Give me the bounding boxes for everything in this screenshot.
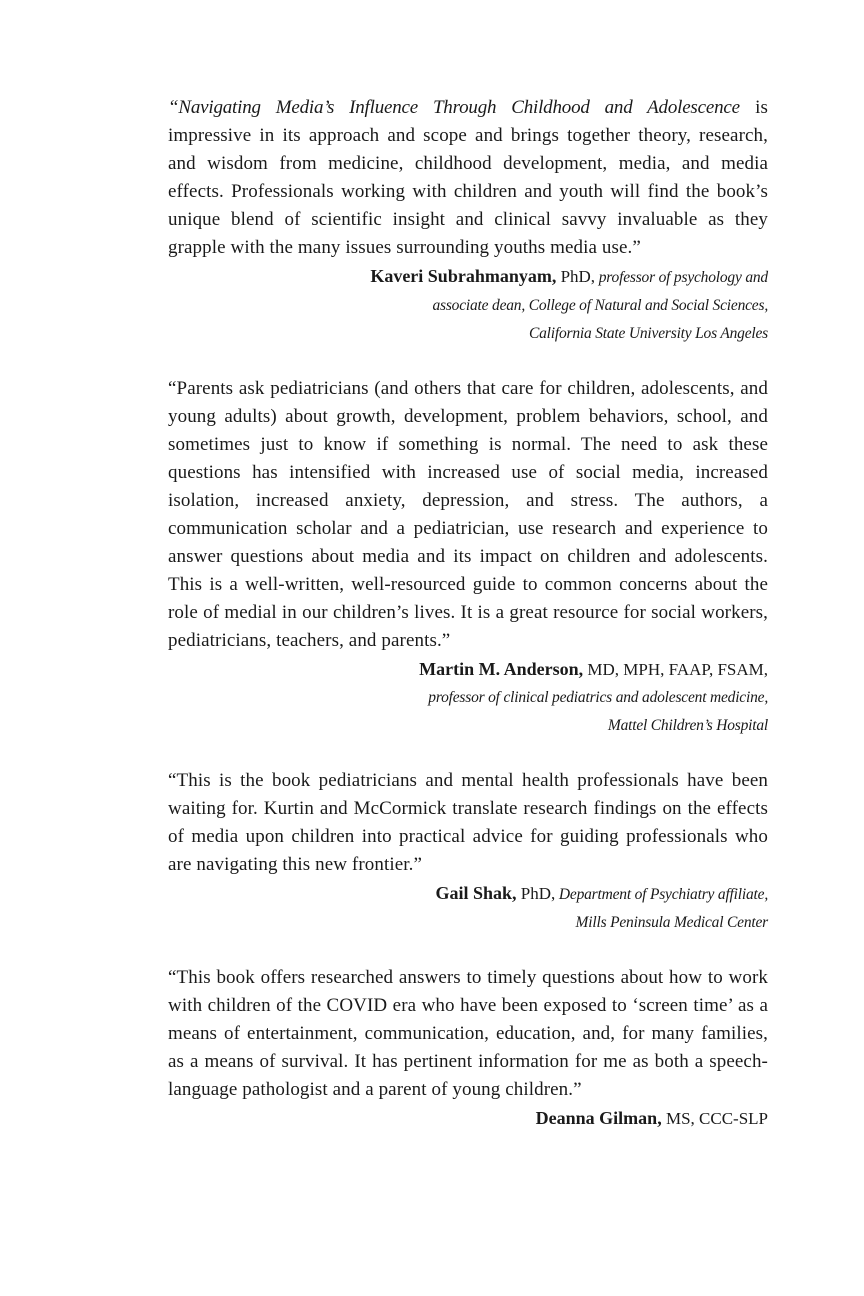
attribution-line	[168, 262, 768, 292]
endorser-name: Gail Shak,	[435, 883, 517, 903]
endorser-credentials: PhD,	[556, 267, 596, 286]
attribution-line	[168, 879, 768, 909]
endorsement-quote: “This is the book pediatricians and mental health professionals have been waiting for. Kurtin and McCormick translate research findings on the effects of media upon children into practical advice for guiding professionals who are navigating this new frontier.”	[168, 770, 768, 875]
book-title: “Navigating Media’s Influence Through Childhood and Adolescence	[168, 97, 740, 118]
endorsement-attribution	[168, 262, 768, 348]
endorser-credentials: MD, MPH, FAAP, FSAM,	[583, 660, 768, 679]
endorser-credentials: PhD,	[516, 884, 556, 903]
endorser-role: professor of psychology and	[595, 269, 768, 286]
attribution-line	[168, 1104, 768, 1133]
endorser-name: Kaveri Subrahmanyam,	[370, 266, 557, 286]
quote-text: is impressive in its approach and scope and brings together theory, research, and wisdom from medicine, childhood development, media, and media effects. Professionals working with children and youth will find the book’s unique blend of scientific insight and clinical savvy invaluable as they grapple with the many issues surrounding youths media use.”	[168, 97, 768, 258]
endorsement-1	[168, 94, 768, 348]
endorser-name: Deanna Gilman,	[535, 1108, 662, 1128]
endorsement-quote: “This book offers researched answers to timely questions about how to work with children of the COVID era who have been exposed to ‘screen time’ as a means of entertainment, communication, education, and, for many families, as a means of survival. It has pertinent information for me as both a speech-language pathologist and a parent of young children.”	[168, 967, 768, 1100]
affiliation-line: Mattel Children’s Hospital	[607, 717, 768, 734]
endorsement-4	[168, 964, 768, 1133]
affiliation-line: California State University Los Angeles	[528, 325, 768, 342]
attribution-line	[168, 655, 768, 684]
endorsement-attribution	[168, 655, 768, 740]
endorsement-attribution	[168, 879, 768, 937]
affiliation-line: professor of clinical pediatrics and adolescent medicine,	[428, 689, 768, 706]
endorsement-quote: “Parents ask pediatricians (and others that care for children, adolescents, and young adults) about growth, development, problem behaviors, school, and sometimes just to know if something is normal. The need to ask these questions has intensified with increased use of social media, increased isolation, increased anxiety, depression, and stress. The authors, a communication scholar and a pediatrician, use research and experience to answer questions about media and its impact on children and adolescents. This is a well-written, well-resourced guide to common concerns about the role of medial in our children’s lives. It is a great resource for social workers, pediatricians, teachers, and parents.”	[168, 378, 768, 651]
endorsement-3	[168, 767, 768, 937]
endorsements	[168, 94, 768, 1160]
endorser-credentials: MS, CCC-SLP	[661, 1109, 768, 1128]
affiliation-line: Mills Peninsula Medical Center	[575, 914, 768, 931]
endorsement-attribution	[168, 1104, 768, 1133]
endorser-name: Martin M. Anderson,	[419, 659, 584, 679]
endorsement-2	[168, 375, 768, 740]
endorser-role: Department of Psychiatry affiliate,	[555, 886, 768, 903]
endorsement-quote	[168, 94, 768, 262]
affiliation-line: associate dean, College of Natural and Social Sciences,	[432, 297, 768, 314]
